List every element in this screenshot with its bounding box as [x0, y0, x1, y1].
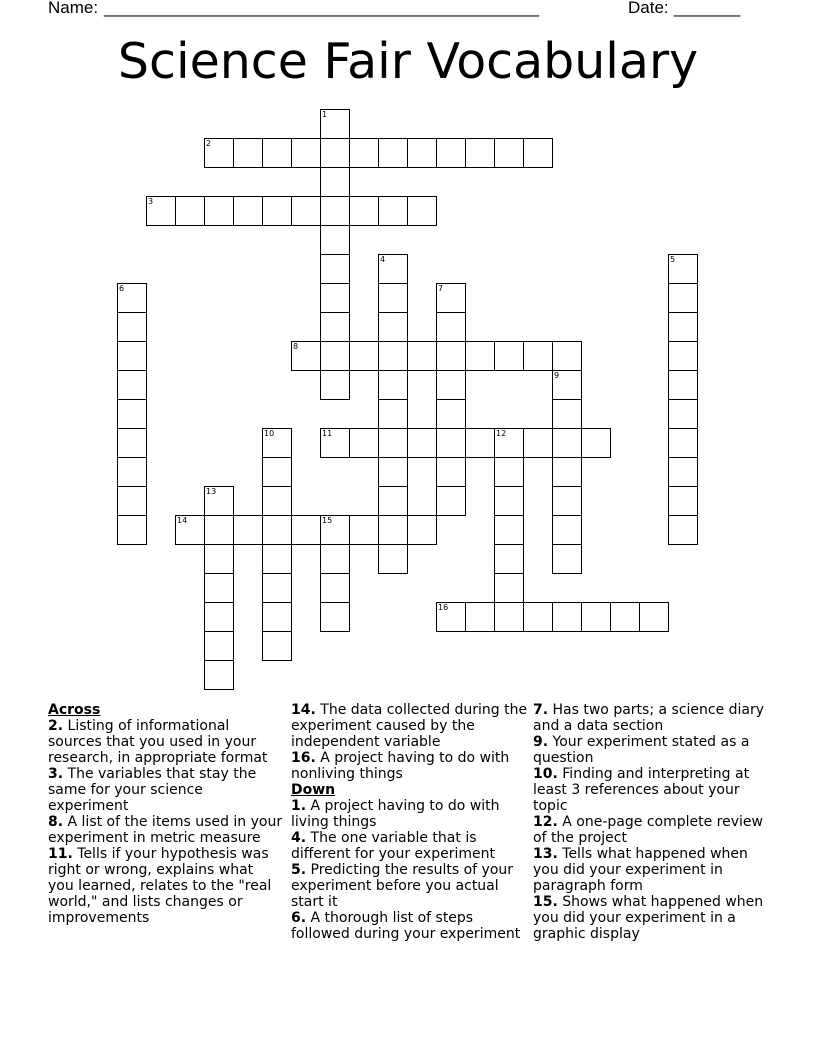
grid-cell[interactable]	[552, 515, 582, 545]
clue-across-16: 16. A project having to do with nonliving things	[291, 750, 510, 782]
cell-number: 2	[206, 139, 212, 148]
grid-cell[interactable]	[262, 457, 292, 487]
grid-cell[interactable]	[552, 544, 582, 574]
grid-cell[interactable]	[494, 515, 524, 545]
clue-down-6: 6. A thorough list of steps followed during your experiment	[291, 910, 521, 942]
grid-cell[interactable]	[523, 138, 553, 168]
grid-cell[interactable]	[436, 138, 466, 168]
grid-cell[interactable]	[639, 602, 669, 632]
grid-cell[interactable]	[494, 544, 524, 574]
grid-cell[interactable]	[262, 544, 292, 574]
grid-cell[interactable]	[378, 196, 408, 226]
grid-cell[interactable]	[320, 167, 350, 197]
grid-cell[interactable]	[436, 428, 466, 458]
grid-cell[interactable]	[378, 457, 408, 487]
grid-cell[interactable]	[378, 544, 408, 574]
grid-cell[interactable]	[552, 341, 582, 371]
clue-down-12: 12. A one-page complete review of the project	[533, 814, 763, 846]
grid-cell[interactable]	[117, 312, 147, 342]
grid-cell[interactable]	[436, 312, 466, 342]
grid-cell[interactable]	[320, 341, 350, 371]
grid-cell[interactable]	[117, 515, 147, 545]
grid-cell[interactable]	[262, 486, 292, 516]
clue-across-8: 8. A list of the items used in your experiment in metric measure	[48, 814, 283, 846]
grid-cell[interactable]	[320, 138, 350, 168]
grid-cell[interactable]	[581, 602, 611, 632]
date-line: _______	[674, 0, 741, 17]
grid-cell[interactable]	[378, 399, 408, 429]
down-heading: Down	[291, 782, 336, 798]
name-line: ______________________________________________	[104, 0, 539, 17]
grid-cell[interactable]	[349, 196, 379, 226]
grid-cell[interactable]	[262, 631, 292, 661]
grid-cell[interactable]	[233, 196, 263, 226]
grid-cell[interactable]	[465, 341, 495, 371]
grid-cell[interactable]	[262, 573, 292, 603]
grid-cell[interactable]	[204, 515, 234, 545]
grid-cell[interactable]	[378, 283, 408, 313]
clues-column-2	[291, 702, 529, 942]
grid-cell[interactable]	[320, 196, 350, 226]
grid-cell[interactable]	[552, 457, 582, 487]
grid-cell[interactable]	[494, 602, 524, 632]
grid-cell[interactable]	[320, 225, 350, 255]
grid-cell[interactable]	[436, 341, 466, 371]
grid-cell[interactable]	[378, 312, 408, 342]
grid-cell[interactable]	[407, 428, 437, 458]
grid-cell[interactable]	[668, 341, 698, 371]
grid-cell[interactable]	[668, 399, 698, 429]
grid-cell[interactable]	[523, 602, 553, 632]
grid-cell[interactable]	[262, 138, 292, 168]
grid-cell[interactable]	[523, 341, 553, 371]
clue-down-13: 13. Tells what happened when you did your experiment in paragraph form	[533, 846, 748, 894]
grid-cell[interactable]	[349, 428, 379, 458]
grid-cell[interactable]	[378, 486, 408, 516]
grid-cell[interactable]	[581, 428, 611, 458]
clue-down-7: 7. Has two parts; a science diary and a data section	[533, 702, 765, 734]
cell-number: 3	[148, 197, 154, 206]
grid-cell[interactable]	[320, 312, 350, 342]
grid-cell[interactable]	[668, 283, 698, 313]
grid-cell[interactable]	[320, 370, 350, 400]
grid-cell[interactable]	[204, 631, 234, 661]
name-label: Name:	[48, 0, 99, 17]
grid-cell[interactable]	[494, 486, 524, 516]
date-label: Date:	[628, 0, 669, 17]
grid-cell[interactable]	[494, 138, 524, 168]
clues-column-1	[48, 702, 283, 926]
grid-cell[interactable]	[320, 283, 350, 313]
grid-cell[interactable]	[523, 428, 553, 458]
grid-cell[interactable]	[552, 486, 582, 516]
grid-cell[interactable]	[117, 370, 147, 400]
grid-cell[interactable]	[204, 544, 234, 574]
cell-number: 5	[670, 255, 676, 264]
grid-cell[interactable]	[262, 602, 292, 632]
clue-down-5: 5. Predicting the results of your experiment before you actual start it	[291, 862, 514, 910]
grid-cell[interactable]	[349, 515, 379, 545]
grid-cell[interactable]	[117, 457, 147, 487]
grid-cell[interactable]	[407, 515, 437, 545]
grid-cell[interactable]	[175, 196, 205, 226]
grid-cell[interactable]	[494, 341, 524, 371]
grid-cell[interactable]	[552, 399, 582, 429]
grid-cell[interactable]	[204, 573, 234, 603]
grid-cell[interactable]	[436, 486, 466, 516]
grid-cell[interactable]	[378, 138, 408, 168]
grid-cell[interactable]	[262, 196, 292, 226]
cell-number: 1	[322, 110, 328, 119]
cell-number: 12	[496, 429, 507, 438]
cell-number: 14	[177, 516, 188, 525]
grid-cell[interactable]	[262, 515, 292, 545]
grid-cell[interactable]	[204, 660, 234, 690]
clue-down-9: 9. Your experiment stated as a question	[533, 734, 750, 766]
grid-cell[interactable]	[378, 341, 408, 371]
grid-cell[interactable]	[465, 138, 495, 168]
grid-cell[interactable]	[436, 370, 466, 400]
grid-cell[interactable]	[320, 254, 350, 284]
grid-cell[interactable]	[610, 602, 640, 632]
cell-number: 4	[380, 255, 386, 264]
grid-cell[interactable]	[378, 515, 408, 545]
grid-cell[interactable]	[378, 428, 408, 458]
grid-cell[interactable]	[436, 399, 466, 429]
grid-cell[interactable]	[465, 428, 495, 458]
grid-cell[interactable]	[436, 457, 466, 487]
grid-cell[interactable]	[552, 602, 582, 632]
cell-number: 16	[438, 603, 449, 612]
grid-cell[interactable]	[465, 602, 495, 632]
cell-number: 7	[438, 284, 444, 293]
clue-across-14: 14. The data collected during the experiment caused by the independent variable	[291, 702, 528, 750]
grid-cell[interactable]	[117, 399, 147, 429]
grid-cell[interactable]	[320, 602, 350, 632]
across-heading: Across	[48, 702, 101, 718]
page-title: Science Fair Vocabulary	[117, 33, 699, 90]
grid-cell[interactable]	[349, 341, 379, 371]
grid-cell[interactable]	[204, 602, 234, 632]
grid-cell[interactable]	[668, 457, 698, 487]
grid-cell[interactable]	[233, 515, 263, 545]
cell-number: 6	[119, 284, 125, 293]
grid-cell[interactable]	[668, 370, 698, 400]
grid-cell[interactable]	[494, 573, 524, 603]
cell-number: 9	[554, 371, 560, 380]
grid-cell[interactable]	[668, 428, 698, 458]
clue-down-15: 15. Shows what happened when you did your experiment in a graphic display	[533, 894, 764, 942]
grid-cell[interactable]	[378, 370, 408, 400]
clue-across-3: 3. The variables that stay the same for your science experiment	[48, 766, 257, 814]
clue-across-2: 2. Listing of informational sources that you used in your research, in appropriate format	[48, 718, 268, 766]
grid-cell[interactable]	[407, 196, 437, 226]
grid-cell[interactable]	[233, 138, 263, 168]
grid-cell[interactable]	[552, 428, 582, 458]
clue-down-4: 4. The one variable that is different for your experiment	[291, 830, 495, 862]
clues-column-3	[533, 702, 769, 942]
grid-cell[interactable]	[668, 312, 698, 342]
cell-number: 10	[264, 429, 275, 438]
grid-cell[interactable]	[407, 138, 437, 168]
cell-number: 11	[322, 429, 333, 438]
grid-cell[interactable]	[117, 486, 147, 516]
cell-number: 13	[206, 487, 217, 496]
clue-down-10: 10. Finding and interpreting at least 3 references about your topic	[533, 766, 750, 814]
grid-cell[interactable]	[668, 515, 698, 545]
grid-cell[interactable]	[117, 428, 147, 458]
grid-cell[interactable]	[407, 341, 437, 371]
grid-cell[interactable]	[349, 138, 379, 168]
grid-cell[interactable]	[291, 515, 321, 545]
grid-cell[interactable]	[291, 138, 321, 168]
grid-cell[interactable]	[291, 196, 321, 226]
grid-cell[interactable]	[117, 341, 147, 371]
clue-across-11: 11. Tells if your hypothesis was right or wrong, explains what you learned, relates to the "real world," and lists changes or improvements	[48, 846, 272, 926]
cell-number: 8	[293, 342, 299, 351]
grid-cell[interactable]	[204, 196, 234, 226]
grid-cell[interactable]	[494, 457, 524, 487]
grid-cell[interactable]	[668, 486, 698, 516]
grid-cell[interactable]	[320, 544, 350, 574]
cell-number: 15	[322, 516, 333, 525]
grid-cell[interactable]	[320, 573, 350, 603]
clue-down-1: 1. A project having to do with living things	[291, 798, 500, 830]
